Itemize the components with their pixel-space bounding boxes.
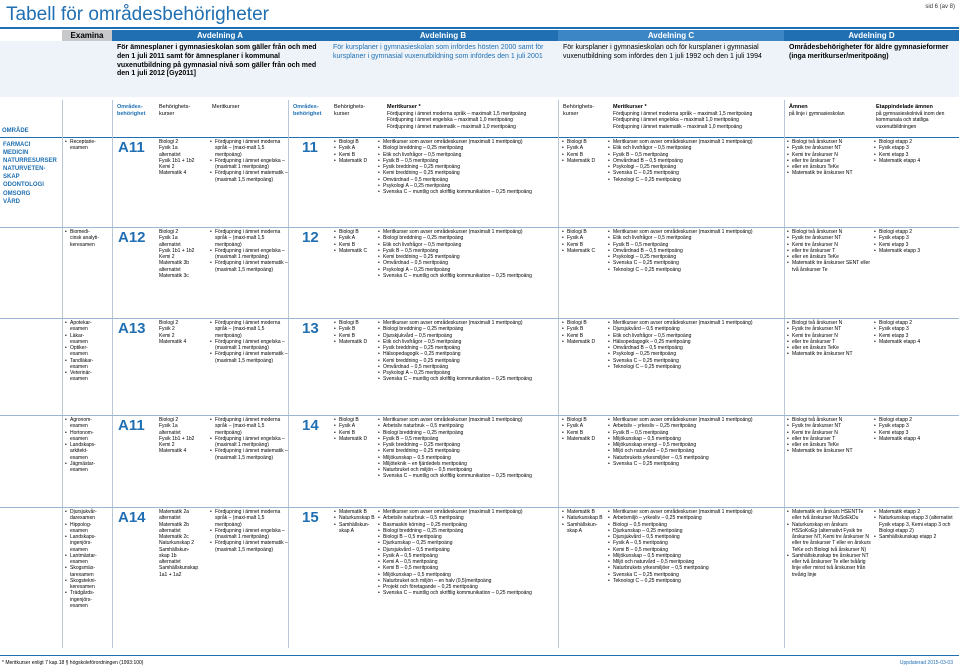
behorighet-c-item: • Fysik A xyxy=(562,145,612,151)
etapp-d-item: • Biologi etapp 2 xyxy=(874,417,958,423)
behorighet-c-item: • Matematik D xyxy=(562,158,612,164)
merit-b-item: • Miljökunskap – 0,5 meritpoäng xyxy=(378,572,556,578)
merit-b-item: • Biologi breddning – 0,25 meritpoäng xyxy=(378,235,556,241)
merit-a-item: • Fördjupning i ämnet engelska – (maximalt 1 meritpoäng) xyxy=(210,528,288,541)
exam-list-item: • Veterinär- examen xyxy=(65,370,111,383)
area-code-b: 11 xyxy=(302,139,318,156)
merit-c-item: • Fysik B – 0,5 meritpoäng xyxy=(608,430,783,436)
merit-c-item: • Biologi – 0,5 meritpoäng xyxy=(608,522,783,528)
behorighet-c-item: • Biologi B xyxy=(562,139,612,145)
merit-c-item: • Kemi B – 0,5 meritpoäng xyxy=(608,547,783,553)
exam-list-item: • Skogsmäs- tarexamen xyxy=(65,565,111,578)
area-groups: FARMACI MEDICIN NATURRESURSER NATURVETEN- SKAP ODONTOLOGI OMSORG VÅRD xyxy=(3,142,57,205)
etapp-d xyxy=(874,509,958,540)
amnen-d xyxy=(787,417,873,455)
merit-a-item: • Fördjupning i ämnet matematik – (maximalt 1,5 meritpoäng) xyxy=(210,448,288,461)
amnen-d-item: • eller en årskurs TeKe xyxy=(787,254,873,260)
behorighet-a: Biologi 2 Fysik 1a alternativt Fysik 1b1 + 1b2 Kemi 2 Matematik 4 xyxy=(159,139,195,177)
behorighet-a: Biologi 2 Fysik 1a alternativt Fysik 1b1 + 1b2 Kemi 2 Matematik 4 xyxy=(159,417,195,455)
merit-b-item: • Svenska C – muntlig och skriftlig kommunikation – 0,25 meritpoäng xyxy=(378,376,556,382)
exam-list-item: • Biomedi- cinsk analyti- kerexamen xyxy=(65,229,111,248)
merit-a-item: • Fördjupning i ämnet matematik – (maximalt 1,5 meritpoäng) xyxy=(210,351,288,364)
behorighet-b-item: • Samhällskun- skap A xyxy=(334,522,386,535)
behorighet-b-item: • Fysik B xyxy=(334,326,386,332)
behorighet-c-item: • Biologi B xyxy=(562,417,612,423)
col-c-merit: Meritkurser * xyxy=(613,104,647,110)
merit-b-item: • Svenska C – muntlig och skriftlig kommunikation – 0,25 meritpoäng xyxy=(378,189,556,195)
col-d-amnen-sub: på linje i gymnasieskolan xyxy=(789,111,845,117)
merit-a-item: • Fördjupning i ämnet moderna språk – (maxi-malt 1,5 meritpoäng) xyxy=(210,417,288,436)
etapp-d-item: • Kemi etapp 3 xyxy=(874,430,958,436)
etapp-d-item: • Kemi etapp 3 xyxy=(874,152,958,158)
merit-b xyxy=(378,320,556,383)
merit-c-item: • Etik och livsfrågor – 0,5 meritpoäng xyxy=(608,333,783,339)
merit-c xyxy=(608,139,783,183)
behorighet-c xyxy=(562,509,612,534)
behorighet-b-item: • Kemi B xyxy=(334,242,386,248)
etapp-d xyxy=(874,229,958,254)
col-c-behorighet: Behörighets- kurser xyxy=(563,104,595,117)
merit-c-item: • Miljö och naturvård – 0,5 meritpoäng xyxy=(608,559,783,565)
amnen-d xyxy=(787,509,873,578)
etapp-d-item: • Kemi etapp 3 xyxy=(874,242,958,248)
col-omrade: OMRÅDE xyxy=(2,128,29,134)
exam-list xyxy=(65,509,111,609)
row-separator xyxy=(0,415,959,416)
col-d-amnen: Ämnen xyxy=(789,104,808,110)
merit-c-item: • Djurkunskap – 0,25 meritpoäng xyxy=(608,528,783,534)
exam-list-item: • Receptarie- examen xyxy=(65,139,111,152)
merit-c-item: • Meritkurser som avser områdeskurser (maximalt 1 meritpoäng) xyxy=(608,320,783,326)
section-d-text: Områdesbehörigheter för äldre gymnasieformer (inga meritkurser/meritpoäng) xyxy=(789,44,949,60)
behorighet-c xyxy=(562,139,612,164)
behorighet-a: Biologi 2 Fysik 1a alternativt Fysik 1b1 + 1b2 Kemi 2 Matematik 3b alternativt Matematik 3c xyxy=(159,229,195,279)
behorighet-c xyxy=(562,229,612,254)
merit-a xyxy=(210,509,288,553)
merit-c-item: • Teknologi C – 0,25 meritpoäng xyxy=(608,177,783,183)
merit-c-item: • Naturbrukets yrkesmiljöer – 0,5 meritpoäng xyxy=(608,565,783,571)
merit-a-item: • Fördjupning i ämnet matematik – (maximalt 1,5 meritpoäng) xyxy=(210,260,288,273)
behorighet-c-item: • Matematik B xyxy=(562,509,612,515)
merit-b xyxy=(378,229,556,279)
merit-c-item: • Etik och livsfrågor – 0,5 meritpoäng xyxy=(608,145,783,151)
behorighet-c-item: • Naturkunskap B xyxy=(562,515,612,521)
merit-c-item: • Etik och livsfrågor – 0,5 meritpoäng xyxy=(608,235,783,241)
area-code-b: 14 xyxy=(302,417,319,434)
etapp-d xyxy=(874,320,958,345)
merit-c-item: • Djursjukvård – 0,5 meritpoäng xyxy=(608,534,783,540)
section-c-text: För kursplaner i gymnasieskolan och för kursplaner i gymnasial vuxenutbildning som infördes den 1 juli 1992 och den 1 juli 1994 xyxy=(563,44,762,60)
behorighet-b-item: • Matematik D xyxy=(334,436,386,442)
merit-a-item: • Fördjupning i ämnet moderna språk – (maxi-malt 1,5 meritpoäng) xyxy=(210,229,288,248)
merit-c-item: • Omvårdnad B – 0,5 meritpoäng xyxy=(608,345,783,351)
merit-a xyxy=(210,320,288,364)
behorighet-b-item: • Fysik A xyxy=(334,145,386,151)
merit-a xyxy=(210,417,288,461)
merit-b-item: • Projekt och företagande – 0,25 meritpoäng xyxy=(378,584,556,590)
col-d-etapp: Etappindelade ämnen xyxy=(876,104,933,110)
behorighet-c-item: • Biologi B xyxy=(562,320,612,326)
amnen-d-item: • Biologi två årskurser N xyxy=(787,229,873,235)
merit-b-item: • Biologi breddning – 0,25 meritpoäng xyxy=(378,326,556,332)
merit-b-item: • Kemi breddning – 0,25 meritpoäng xyxy=(378,448,556,454)
merit-b-item: • Omvårdnad – 0,5 meritpoäng xyxy=(378,260,556,266)
merit-a-item: • Fördjupning i ämnet moderna språk – (maxi-malt 1,5 meritpoäng) xyxy=(210,509,288,528)
etapp-d-item: • Biologi etapp 2 xyxy=(874,139,958,145)
merit-c xyxy=(608,320,783,370)
header-avdelning-b: Avdelning B xyxy=(328,30,558,41)
merit-a-item: • Fördjupning i ämnet engelska – (maximalt 1 meritpoäng) xyxy=(210,339,288,352)
footnote: * Meritkurser enligt 7 kap.18 § högskoleförordningen (1993:100) xyxy=(2,660,144,666)
merit-c-item: • Miljökunskap – 0,5 meritpoäng xyxy=(608,436,783,442)
amnen-d xyxy=(787,139,873,177)
exam-list xyxy=(65,229,111,248)
behorighet-b-item: • Matematik C xyxy=(334,248,386,254)
behorighet-b-item: • Kemi B xyxy=(334,430,386,436)
merit-c-item: • Svenska C – 0,25 meritpoäng xyxy=(608,358,783,364)
behorighet-a: Matematik 2a alternativt Matematik 2b alternativt Matematik 2c Naturkunskap 2 Samhällskun- skap 1b alternativt Samhällskunskap 1a1 + 1a2 xyxy=(159,509,199,578)
etapp-d-item: • Kemi etapp 3 xyxy=(874,333,958,339)
etapp-d-item: • Biologi etapp 2 xyxy=(874,320,958,326)
merit-b-item: • Fysik breddning – 0,25 meritpoäng xyxy=(378,442,556,448)
merit-b-item: • Arbetsliv naturbruk – 0,5 meritpoäng xyxy=(378,515,556,521)
merit-c-item: • Fysik B – 0,5 meritpoäng xyxy=(608,242,783,248)
merit-b-item: • Kemi A – 0,5 meritpoäng xyxy=(378,559,556,565)
merit-b-item: • Fysik B – 0,5 meritpoäng xyxy=(378,436,556,442)
exam-list-item: • Optiker- examen xyxy=(65,345,111,358)
merit-b-item: • Fysik B – 0,5 meritpoäng xyxy=(378,248,556,254)
etapp-d-item: • Samhällskunskap etapp 2 xyxy=(874,534,958,540)
merit-b-item: • Biologi breddning – 0,25 meritpoäng xyxy=(378,145,556,151)
merit-b-item: • Hälsopedagogik – 0,25 meritpoäng xyxy=(378,351,556,357)
merit-a-item: • Fördjupning i ämnet engelska – (maximalt 1 meritpoäng) xyxy=(210,248,288,261)
exam-list-item: • Hippolog- examen xyxy=(65,522,111,535)
merit-b-item: • Biologi B – 0,5 meritpoäng xyxy=(378,534,556,540)
merit-c-item: • Hälsopedagogik – 0,25 meritpoäng xyxy=(608,339,783,345)
behorighet-b-item: • Biologi B xyxy=(334,229,386,235)
merit-b-item: • Miljöteknik – en fjärdedels meritpoäng xyxy=(378,461,556,467)
merit-a xyxy=(210,139,288,183)
section-b-text: För kursplaner i gymnasieskolan som infördes hösten 2000 samt för kursplaner i gymnasial vuxenutbildning som infördes den 1 juli 2001 xyxy=(333,44,544,60)
merit-b-item: • Meritkurser som avser områdeskurser (maximalt 1 meritpoäng) xyxy=(378,229,556,235)
merit-b xyxy=(378,417,556,480)
merit-c-item: • Miljö och naturvård – 0,5 meritpoäng xyxy=(608,448,783,454)
merit-c-item: • Omvårdnad B – 0,5 meritpoäng xyxy=(608,158,783,164)
merit-b-item: • Djursjukvård – 0,5 meritpoäng xyxy=(378,547,556,553)
merit-b-item: • Arbetsliv naturbruk – 0,5 meritpoäng xyxy=(378,423,556,429)
behorighet-b-item: • Naturkunskap B xyxy=(334,515,386,521)
exam-list-item: • Tandläkar- examen xyxy=(65,358,111,371)
etapp-d-item: • Fysik etapp 3 xyxy=(874,235,958,241)
amnen-d-item: • eller tre årskurser T xyxy=(787,339,873,345)
merit-c-item: • Arbetsmiljö – yrkesliv – 0,25 meritpoäng xyxy=(608,515,783,521)
merit-c xyxy=(608,229,783,273)
merit-c-item: • Teknologi C – 0,25 meritpoäng xyxy=(608,267,783,273)
merit-c-item: • Svenska C – 0,25 meritpoäng xyxy=(608,572,783,578)
merit-b-item: • Basmaskin körning – 0,25 meritpoäng xyxy=(378,522,556,528)
etapp-d-item: • Naturkunskap etapp 3 (alternativt Fysik etapp 3, Kemi etapp 3 och Biologi etapp 2) xyxy=(874,515,958,534)
merit-b-item: • Etik och livsfrågor – 0,5 meritpoäng xyxy=(378,242,556,248)
behorighet-c-item: • Fysik A xyxy=(562,423,612,429)
etapp-d-item: • Matematik etapp 3 xyxy=(874,248,958,254)
behorighet-b-item: • Matematik B xyxy=(334,509,386,515)
merit-b-item: • Fysik B – 0,5 meritpoäng xyxy=(378,158,556,164)
row-separator xyxy=(0,227,959,228)
behorighet-b-item: • Biologi B xyxy=(334,320,386,326)
merit-c-item: • Svenska C – 0,25 meritpoäng xyxy=(608,260,783,266)
amnen-d-item: • eller en årskurs TeKe xyxy=(787,164,873,170)
exam-list-item: • Skogstekni- kerexamen xyxy=(65,578,111,591)
merit-c-item: • Teknologi C – 0,25 meritpoäng xyxy=(608,578,783,584)
merit-b-item: • Kemi breddning – 0,25 meritpoäng xyxy=(378,170,556,176)
merit-b-item: • Kemi breddning – 0,25 meritpoäng xyxy=(378,254,556,260)
amnen-d-item: • Matematik en årskurs HSENTTe eller två årskurser MuSoEkDu xyxy=(787,509,873,522)
etapp-d-item: • Matematik etapp 4 xyxy=(874,339,958,345)
page-title: Tabell för områdesbehörigheter xyxy=(6,4,269,25)
header-avdelning-d: Avdelning D xyxy=(784,30,959,41)
row-separator xyxy=(0,507,959,508)
merit-b-item: • Biologi breddning – 0,25 meritpoäng xyxy=(378,430,556,436)
merit-b xyxy=(378,509,556,597)
area-code-b: 15 xyxy=(302,509,319,526)
header-examina: Examina xyxy=(62,30,112,41)
col-d-etapp-sub: på gymnasieskolnivå inom den kommunala och statliga vuxenutbildningen xyxy=(876,111,945,130)
amnen-d-item: • Naturkunskap en årskurs HSSoKoEp (alternativt Fysik tre årskurser NT, Kemi tre årskurser N eller tre årskurser T eller en årskurs TeKe och Biologi två årskurser N) xyxy=(787,522,873,553)
title-underline xyxy=(0,27,959,29)
area-code-b: 12 xyxy=(302,229,319,246)
amnen-d-item: • Biologi två årskurser N xyxy=(787,139,873,145)
section-a-text: För ämnesplaner i gymnasieskolan som gäller från och med den 1 juli 2011 samt för ämnesplaner i kommunal vuxenutbildning på gymnasial nivå som gäller från och med den 1 juli 2012 [Gy2011] xyxy=(117,44,317,78)
col-b-merit: Meritkurser * xyxy=(387,104,421,110)
merit-a-item: • Fördjupning i ämnet moderna språk – (maxi-malt 1,5 meritpoäng) xyxy=(210,320,288,339)
behorighet-c-item: • Kemi B xyxy=(562,152,612,158)
behorighet-c-item: • Biologi B xyxy=(562,229,612,235)
amnen-d-item: • eller tre årskurser T xyxy=(787,158,873,164)
merit-b-item: • Etik och livsfrågor – 0,5 meritpoäng xyxy=(378,339,556,345)
col-a-omrade: Områdes- behörighet xyxy=(117,104,146,117)
behorighet-c-item: • Kemi B xyxy=(562,242,612,248)
behorighet-b-item: • Fysik A xyxy=(334,235,386,241)
merit-a-item: • Fördjupning i ämnet engelska – (maximalt 1 meritpoäng) xyxy=(210,436,288,449)
behorighet-b-item: • Kemi B xyxy=(334,152,386,158)
merit-c-item: • Djursjukvård – 0,5 meritpoäng xyxy=(608,326,783,332)
merit-b-item: • Svenska C – muntlig och skriftlig kommunikation – 0,25 meritpoäng xyxy=(378,273,556,279)
area-code-a: A11 xyxy=(118,417,145,434)
exam-list-item: • Apotekar- examen xyxy=(65,320,111,333)
amnen-d-item: • eller en årskurs TeKe xyxy=(787,345,873,351)
merit-c-item: • Meritkurser som avser områdeskurser (maximalt 1 meritpoäng) xyxy=(608,417,783,423)
merit-c-item: • Psykologi – 0,25 meritpoäng xyxy=(608,254,783,260)
merit-c-item: • Psykologi – 0,25 meritpoäng xyxy=(608,351,783,357)
merit-b-item: • Djurkunskap – 0,25 meritpoäng xyxy=(378,540,556,546)
area-code-a: A13 xyxy=(118,320,146,337)
behorighet-b-item: • Fysik A xyxy=(334,423,386,429)
amnen-d-item: • eller tre årskurser T xyxy=(787,248,873,254)
behorighet-c-item: • Samhällskun- skap A xyxy=(562,522,612,535)
area-code-a: A12 xyxy=(118,229,146,246)
amnen-d-item: • Fysik tre årskurser NT xyxy=(787,235,873,241)
etapp-d-item: • Fysik etapp 3 xyxy=(874,326,958,332)
amnen-d-item: • Kemi tre årskurser N xyxy=(787,242,873,248)
merit-c xyxy=(608,417,783,467)
area-code-b: 13 xyxy=(302,320,319,337)
merit-a-item: • Fördjupning i ämnet moderna språk – (maxi-malt 1,5 meritpoäng) xyxy=(210,139,288,158)
header-avdelning-a: Avdelning A xyxy=(112,30,328,41)
amnen-d-item: • eller en årskurs TeKe xyxy=(787,442,873,448)
behorighet-b-item: • Biologi B xyxy=(334,139,386,145)
amnen-d-item: • Samhällskunskap tre årskurser NT eller två årskurser Te eller tvåårig linje eller minst två årskurser från treårig linje xyxy=(787,553,873,578)
header-avdelning-c: Avdelning C xyxy=(558,30,784,41)
merit-c-item: • Teknologi C – 0,25 meritpoäng xyxy=(608,364,783,370)
behorighet-c-item: • Matematik D xyxy=(562,436,612,442)
amnen-d-item: • Matematik tre årskurser SENT eller två årskurser Te xyxy=(787,260,873,273)
exam-list-item: • Jägmästar- examen xyxy=(65,461,111,474)
merit-c-item: • Naturbrukets yrkesmiljöer – 0,5 meritpoäng xyxy=(608,455,783,461)
merit-b-item: • Psykologi A – 0,25 meritpoäng xyxy=(378,370,556,376)
col-b-omrade: Områdes- behörighet xyxy=(293,104,322,117)
amnen-d-item: • Matematik tre årskurser NT xyxy=(787,170,873,176)
behorighet-c-item: • Matematik D xyxy=(562,339,612,345)
merit-b-item: • Fysik breddning – 0,25 meritpoäng xyxy=(378,164,556,170)
amnen-d-item: • Fysik tre årskurser NT xyxy=(787,423,873,429)
behorighet-c-item: • Fysik B xyxy=(562,326,612,332)
merit-b-item: • Naturbruket och miljön – en halv (0,5)meritpoäng xyxy=(378,578,556,584)
merit-b-item: • Psykologi A – 0,25 meritpoäng xyxy=(378,267,556,273)
merit-b-item: • Fysik breddning – 0,25 meritpoäng xyxy=(378,345,556,351)
etapp-d-item: • Matematik etapp 2 xyxy=(874,509,958,515)
amnen-d-item: • Kemi tre årskurser N xyxy=(787,333,873,339)
col-b-behorighet: Behörighets- kurser xyxy=(334,104,366,117)
exam-list-item: • Hortonom- examen xyxy=(65,430,111,443)
amnen-d-item: • Biologi två årskurser N xyxy=(787,320,873,326)
exam-list-item: • Landskaps- arkitekt- examen xyxy=(65,442,111,461)
amnen-d-item: • Fysik tre årskurser NT xyxy=(787,145,873,151)
amnen-d-item: • Kemi tre årskurser N xyxy=(787,152,873,158)
exam-list-item: • Trädgårds- ingenjörs- examen xyxy=(65,590,111,609)
etapp-d-item: • Fysik etapp 3 xyxy=(874,145,958,151)
behorighet-c xyxy=(562,417,612,442)
exam-list xyxy=(65,417,111,473)
merit-b-item: • Kemi B – 0,5 meritpoäng xyxy=(378,565,556,571)
etapp-d-item: • Biologi etapp 2 xyxy=(874,229,958,235)
etapp-d-item: • Matematik etapp 4 xyxy=(874,158,958,164)
exam-list-item: • Landskaps- ingenjörs- examen xyxy=(65,534,111,553)
area-code-a: A14 xyxy=(118,509,146,526)
merit-a-item: • Fördjupning i ämnet matematik – (maximalt 1,5 meritpoäng) xyxy=(210,170,288,183)
exam-list-item: • Djursjukvår- darexamen xyxy=(65,509,111,522)
behorighet-b-item: • Biologi B xyxy=(334,417,386,423)
merit-c-item: • Meritkurser som avser områdeskurser (maximalt 1 meritpoäng) xyxy=(608,139,783,145)
col-a-behorighet: Behörighets- kurser xyxy=(159,104,191,117)
merit-b-item: • Miljökunskap – 0,5 meritpoäng xyxy=(378,455,556,461)
behorighet-c-item: • Fysik A xyxy=(562,235,612,241)
behorighet-a: Biologi 2 Fysik 2 Kemi 2 Matematik 4 xyxy=(159,320,187,345)
merit-c-item: • Meritkurser som avser områdeskurser (maximalt 1 meritpoäng) xyxy=(608,229,783,235)
merit-c xyxy=(608,509,783,584)
row-separator xyxy=(0,318,959,319)
behorighet-c-item: • Kemi B xyxy=(562,430,612,436)
merit-b-item: • Kemi breddning – 0,25 meritpoäng xyxy=(378,358,556,364)
amnen-d xyxy=(787,229,873,273)
behorighet-c-item: • Kemi B xyxy=(562,333,612,339)
merit-c-item: • Psykologi – 0,25 meritpoäng xyxy=(608,164,783,170)
exam-list xyxy=(65,320,111,383)
merit-b-item: • Omvärdnad – 0,5 meritpoäng xyxy=(378,177,556,183)
merit-b-item: • Svenska C – muntlig och skriftlig kommunikation – 0,25 meritpoäng xyxy=(378,473,556,479)
amnen-d xyxy=(787,320,873,358)
merit-b-item: • Biologi breddning – 0,25 meritpoäng xyxy=(378,528,556,534)
updated-date: Uppdaterad 2015-03-03 xyxy=(899,660,953,666)
amnen-d-item: • Matematik tre årskurser NT xyxy=(787,448,873,454)
exam-list-item: • Läkar- examen xyxy=(65,333,111,346)
merit-c-item: • Svenska C – 0,25 meritpoäng xyxy=(608,170,783,176)
merit-b-item: • Meritkurser som avser områdeskurser (maximalt 1 meritpoäng) xyxy=(378,320,556,326)
behorighet-c xyxy=(562,320,612,345)
merit-b-item: • Omvårdnad – 0,5 meritpoäng xyxy=(378,364,556,370)
col-a-merit: Meritkurser xyxy=(212,104,240,110)
merit-b-item: • Djurskjukvård – 0,5 meritpoäng xyxy=(378,333,556,339)
amnen-d-item: • Biologi två årskurser N xyxy=(787,417,873,423)
merit-b xyxy=(378,139,556,195)
merit-c-item: • Meritkurser som avser områdeskurser (maximalt 1 meritpoäng) xyxy=(608,509,783,515)
merit-b-item: • Meritkurser som avser områdeskurser (maximalt 1 meritpoäng) xyxy=(378,139,556,145)
merit-a-item: • Fördjupning i ämnet matematik – (maximalt 1,5 meritpoäng) xyxy=(210,540,288,553)
amnen-d-item: • eller tre årskurser T xyxy=(787,436,873,442)
merit-c-item: • Omvårdnad B – 0,5 meritpoäng xyxy=(608,248,783,254)
etapp-d-item: • Fysik etapp 3 xyxy=(874,423,958,429)
col-b-merit-sub: Fördjupning i ämnet moderna språk – maximalt 1,5 meritpoäng Fördjupning i ämnet engelska – maximalt 1,0 meritpoäng Fördjupning i ämnet matematik – maximalt 1,0 meritpoäng xyxy=(387,111,527,130)
merit-c-item: • Fysik A – 0,5 meritpoäng xyxy=(608,540,783,546)
behorighet-b-item: • Matematik D xyxy=(334,339,386,345)
etapp-d xyxy=(874,417,958,442)
col-c-merit-sub: Fördjupning i ämnet moderna språk – maximalt 1,5 meritpoäng Fördjupning i ämnet engelska – maximalt 1,0 meritpoäng Fördjupning i ämnet matematik – maximalt 1,0 meritpoäng xyxy=(613,111,753,130)
etapp-d xyxy=(874,139,958,164)
page-number: sid 6 (av 8) xyxy=(925,4,955,10)
merit-a xyxy=(210,229,288,273)
merit-c-item: • Arbetsliv – yrkesliv – 0,25 meritpoäng xyxy=(608,423,783,429)
etapp-d-item: • Matematik etapp 4 xyxy=(874,436,958,442)
merit-c-item: • Svenska C – 0,25 meritpoäng xyxy=(608,461,783,467)
exam-list-item: • Lantmästar- examen xyxy=(65,553,111,566)
amnen-d-item: • Kemi tre årskurser N xyxy=(787,430,873,436)
merit-c-item: • Miljökunskap – 0,5 meritpoäng xyxy=(608,553,783,559)
merit-c-item: • Fysik B – 0,5 meritpoäng xyxy=(608,152,783,158)
merit-b-item: • Etik och livsfrågor – 0,5 meritpoäng xyxy=(378,152,556,158)
behorighet-b-item: • Kemi B xyxy=(334,333,386,339)
merit-a-item: • Fördjupning i ämnet engelska – (maximalt 1 meritpoäng) xyxy=(210,158,288,171)
behorighet-c-item: • Matematik C xyxy=(562,248,612,254)
merit-c-item: • Miljökunskap energi – 0,5 meritpoäng xyxy=(608,442,783,448)
exam-list xyxy=(65,139,111,152)
merit-b-item: • Psykologi A – 0,25 meritpoäng xyxy=(378,183,556,189)
merit-b-item: • Meritkurser som avser områdeskurser (maximalt 1 meritpoäng) xyxy=(378,417,556,423)
behorighet-b-item: • Matematik D xyxy=(334,158,386,164)
merit-b-item: • Meritkurser som avser områdeskurser (maximalt 1 meritpoäng) xyxy=(378,509,556,515)
area-code-a: A11 xyxy=(118,139,145,156)
exam-list-item: • Agronom- examen xyxy=(65,417,111,430)
merit-b-item: • Svenska C – muntlig och skriftlig kommunikation – 0,25 meritpoäng xyxy=(378,590,556,596)
amnen-d-item: • Matematik tre årskurser NT xyxy=(787,351,873,357)
merit-b-item: • Naturbruket och miljön – 0,5 meritpoäng xyxy=(378,467,556,473)
amnen-d-item: • Fysik tre årskurser NT xyxy=(787,326,873,332)
merit-b-item: • Fysik A – 0,5 meritpoäng xyxy=(378,553,556,559)
